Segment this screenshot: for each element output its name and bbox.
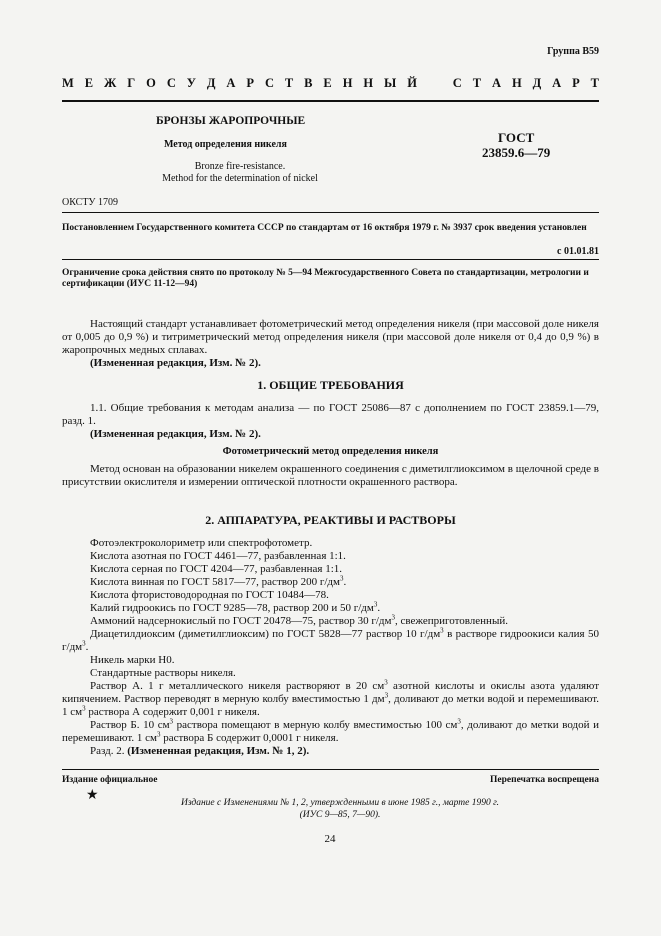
gost-label: ГОСТ xyxy=(497,130,535,145)
list-item: Фотоэлектроколориметр или спектрофотометр. xyxy=(90,537,313,549)
banner-letter: А xyxy=(492,76,502,90)
banner-letter: О xyxy=(146,76,156,90)
document-subtitle: Метод определения никеля xyxy=(164,139,287,150)
edition-note-line2: (ИУС 9—85, 7—90). xyxy=(299,810,381,820)
reprint-prohibited-label: Перепечатка воспрещена xyxy=(489,775,599,785)
list-item: Кислота азотная по ГОСТ 4461—77, разбавленная 1:1. xyxy=(90,550,346,562)
banner-letter: Н xyxy=(342,76,353,90)
razd-label: Разд. 2. xyxy=(90,745,125,757)
banner-letter: Т xyxy=(284,76,294,90)
solution-b xyxy=(62,719,599,745)
clause-1-1: 1.1. Общие требования к методам анализа — по ГОСТ 25086—87 с дополнением по ГОСТ 23859.1—79, разд. 1. xyxy=(62,402,599,427)
method-paragraph: Метод основан на образовании никелем окрашенного соединения с диметилглиоксимом в щелочной среде в присутствии окислителя и измерении оптической плотности окрашенного раствора. xyxy=(62,463,599,488)
header-divider xyxy=(62,100,599,102)
superscript: 3 xyxy=(82,639,86,648)
solution-b-text: раствора помещают в мерную колбу вместимостью 100 см xyxy=(173,719,458,731)
effective-date: с 01.01.81 xyxy=(557,246,599,257)
banner-letter: А xyxy=(552,76,562,90)
official-edition-label: Издание официальное xyxy=(62,775,158,785)
section-2-heading: 2. АППАРАТУРА, РЕАКТИВЫ И РАСТВОРЫ xyxy=(205,513,456,527)
okstu-code: ОКСТУ 1709 xyxy=(62,197,119,208)
banner-letter: Й xyxy=(407,76,417,90)
banner-letter: С xyxy=(166,76,176,90)
banner-letter: Ж xyxy=(104,76,117,90)
superscript: 3 xyxy=(457,717,461,726)
superscript: 3 xyxy=(373,600,378,609)
footer-divider xyxy=(62,769,599,770)
body-part1 xyxy=(62,318,599,370)
solution-a-text: раствора А содержит 0,001 г никеля. xyxy=(85,706,260,718)
list-item-text: Кислота винная по ГОСТ 5817—77, раствор 200 г/дм xyxy=(90,576,340,588)
list-item-text: Диацетилдиоксим (диметилглиоксим) по ГОСТ 5828—77 раствор 10 г/дм xyxy=(90,628,441,640)
banner-letter: В xyxy=(304,76,313,90)
photometric-heading: Фотометрический метод определения никеля xyxy=(222,446,439,457)
decree-divider xyxy=(62,259,599,260)
intro-paragraph: Настоящий стандарт устанавливает фотометрический метод определения никеля (при массовой доле никеля от 0,005 до 0,9 %) и титриметрический метод определения никеля (при массовой доле никеля от 0,4 до 0,9 %) в жаропрочных медных сплавах. xyxy=(62,318,599,356)
banner-letter: С xyxy=(452,76,462,90)
section-2 xyxy=(62,514,599,527)
list-item xyxy=(62,615,599,628)
superscript: 3 xyxy=(156,730,161,739)
banner-letter: А xyxy=(226,76,236,90)
superscript: 3 xyxy=(384,678,388,687)
list-item-text: Аммоний надсернокислый по ГОСТ 20478—75, раствор 30 г/дм xyxy=(90,615,392,627)
edition-note-line1: Издание с Изменениями № 1, 2, утвержденными в июне 1985 г., марте 1990 г. xyxy=(180,798,500,808)
solution-a-text: азотной кислоты и окислы азота удаляют кипячением. Раствор переводят в мерную колбу вместимостью 1 дм xyxy=(62,680,599,705)
section-1 xyxy=(62,379,599,392)
solution-b-text: Раствор Б. 10 см xyxy=(90,719,170,731)
list-item-text: Калий гидроокись по ГОСТ 9285—78, раствор 200 и 50 г/дм xyxy=(90,602,374,614)
banner-letter: У xyxy=(186,76,196,90)
reagents-list xyxy=(62,537,599,758)
banner-letter: М xyxy=(62,76,74,90)
english-title xyxy=(140,161,340,185)
list-item: Стандартные растворы никеля. xyxy=(90,667,236,679)
document-title: БРОНЗЫ ЖАРОПРОЧНЫЕ xyxy=(156,115,306,127)
list-item xyxy=(62,628,599,654)
limitation-text: Ограничение срока действия снято по протоколу № 5—94 Межгосударственного Совета по стандартизации, метрологии и сертификации (ИУС 11-12—94) xyxy=(62,268,589,289)
list-item xyxy=(62,576,599,589)
solution-a-text: , доливают до метки водой и перемешивают. 1 см xyxy=(62,693,599,718)
star-icon: ★ xyxy=(86,788,99,803)
list-item-tail: , свежеприготовленный. xyxy=(394,615,508,627)
list-item-tail: . xyxy=(343,576,347,588)
list-item: Кислота фтористоводородная по ГОСТ 10484—78. xyxy=(90,589,329,601)
banner-letter: Е xyxy=(84,76,94,90)
list-item: Кислота серная по ГОСТ 4204—77, разбавленная 1:1. xyxy=(90,563,343,575)
okstu-divider xyxy=(62,212,599,213)
solution-b-text: раствора Б содержит 0,0001 г никеля. xyxy=(160,732,339,744)
banner-letter: Р xyxy=(246,76,255,90)
superscript: 3 xyxy=(391,613,395,622)
superscript: 3 xyxy=(440,626,444,635)
list-item-tail: . xyxy=(85,641,89,653)
section-2-amendment xyxy=(62,745,599,758)
banner-letter: Т xyxy=(590,76,599,90)
list-item-tail: . xyxy=(377,602,381,614)
banner-letter: Г xyxy=(127,76,136,90)
edition-note xyxy=(140,797,540,821)
solution-a xyxy=(62,680,599,719)
banner-letter: Ы xyxy=(384,76,397,90)
banner-letter: Д xyxy=(206,76,216,90)
list-item xyxy=(62,602,599,615)
amendment-note-1: (Измененная редакция, Изм. № 2). xyxy=(90,357,261,369)
gost-code: 23859.6—79 xyxy=(482,145,551,160)
gost-number xyxy=(482,130,550,160)
superscript: 3 xyxy=(169,717,174,726)
body-part2 xyxy=(62,402,599,489)
banner-letter: Н xyxy=(363,76,374,90)
solution-a-text: Раствор А. 1 г металлического никеля растворяют в 20 см xyxy=(90,680,385,692)
banner-letter: Р xyxy=(572,76,580,90)
page-number: 24 xyxy=(324,833,336,845)
banner-letter: Н xyxy=(511,76,522,90)
superscript: 3 xyxy=(384,691,389,700)
english-title-line1: Bronze fire-resistance. xyxy=(194,161,286,172)
banner-gap xyxy=(428,76,442,91)
amendment-note-3: (Измененная редакция, Изм. № 1, 2). xyxy=(127,745,310,757)
list-item: Никель марки Н0. xyxy=(90,654,175,666)
amendment-note-2: (Измененная редакция, Изм. № 2). xyxy=(90,428,261,440)
banner-letter: Т xyxy=(472,76,482,90)
solution-b-text: , доливают до метки водой и перемешивают. 1 см xyxy=(62,719,599,744)
superscript: 3 xyxy=(82,704,86,713)
decree-text: Постановлением Государственного комитета СССР по стандартам от 16 октября 1979 г. № 3937 срок введения установлен xyxy=(62,223,587,233)
banner-letter: Е xyxy=(323,76,332,90)
english-title-line2: Method for the determination of nickel xyxy=(162,173,318,184)
group-code: Группа В59 xyxy=(547,46,599,57)
list-item-tail: в растворе гидроокиси калия 50 г/дм xyxy=(62,628,599,653)
banner-letter: С xyxy=(264,76,274,90)
section-1-heading: 1. ОБЩИЕ ТРЕБОВАНИЯ xyxy=(257,378,404,392)
banner-letter: Д xyxy=(532,76,542,90)
superscript: 3 xyxy=(340,574,344,583)
standard-banner xyxy=(62,76,599,91)
